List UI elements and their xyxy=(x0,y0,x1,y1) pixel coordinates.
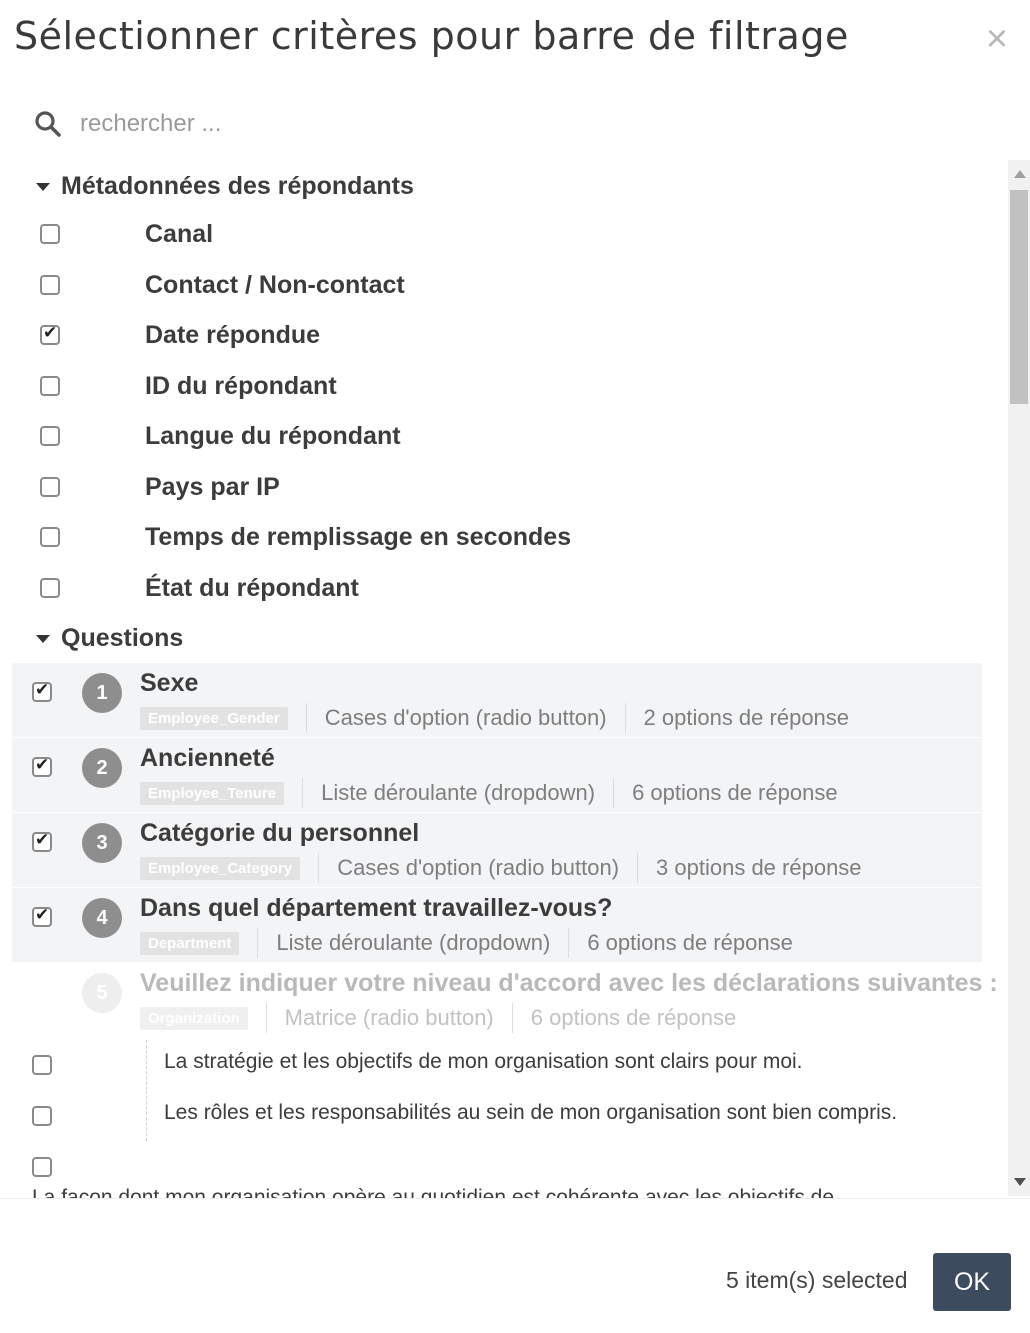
question-type: Cases d'option (radio button) xyxy=(324,705,607,730)
close-icon[interactable]: × xyxy=(985,18,1009,60)
metadata-item-label: État du répondant xyxy=(145,573,359,602)
question-meta xyxy=(140,929,811,957)
question-type: Liste déroulante (dropdown) xyxy=(276,930,551,955)
matrix-sub-item[interactable] xyxy=(30,1040,990,1090)
metadata-item-label: Canal xyxy=(145,219,214,248)
checkbox[interactable] xyxy=(40,477,60,497)
question-title: Ancienneté xyxy=(140,744,275,772)
metadata-item-label: Langue du répondant xyxy=(145,421,401,450)
metadata-item-date[interactable] xyxy=(40,315,940,355)
caret-down-icon[interactable] xyxy=(36,635,50,643)
metadata-item-label: ID du répondant xyxy=(145,371,337,400)
metadata-item-etat[interactable] xyxy=(40,568,940,608)
section-header-questions[interactable] xyxy=(36,624,183,653)
metadata-item-label: Pays par IP xyxy=(145,472,280,501)
question-row-matrix xyxy=(12,963,998,1037)
dialog-footer xyxy=(0,1198,1030,1333)
criteria-list[interactable] xyxy=(0,160,1030,1198)
question-tag: Employee_Category xyxy=(140,857,300,880)
matrix-sub-item-label: Les rôles et les responsabilités au sein de mon organisation sont bien compris. xyxy=(164,1101,898,1124)
question-tag: Employee_Gender xyxy=(140,707,288,730)
divider xyxy=(637,853,638,883)
question-meta xyxy=(140,779,856,807)
metadata-item-temps[interactable] xyxy=(40,517,940,557)
metadata-item-label: Contact / Non-contact xyxy=(145,270,405,299)
question-options-count: 3 options de réponse xyxy=(656,855,862,880)
metadata-item-label: Temps de remplissage en secondes xyxy=(145,522,572,551)
metadata-item-canal[interactable] xyxy=(40,214,940,254)
divider xyxy=(318,853,319,883)
scrollbar-thumb[interactable] xyxy=(1010,190,1028,404)
checkbox[interactable] xyxy=(40,224,60,244)
checkbox[interactable] xyxy=(32,757,52,777)
divider xyxy=(302,778,303,808)
metadata-item-langue[interactable] xyxy=(40,416,940,456)
divider xyxy=(266,1003,267,1033)
question-type: Liste déroulante (dropdown) xyxy=(321,780,596,805)
matrix-sub-item[interactable] xyxy=(30,1142,990,1192)
checkbox[interactable] xyxy=(40,578,60,598)
checkbox[interactable] xyxy=(32,682,52,702)
metadata-item-contact[interactable] xyxy=(40,265,940,305)
checkbox[interactable] xyxy=(40,325,60,345)
question-number-badge: 1 xyxy=(82,673,122,713)
tree-guide-line xyxy=(146,1091,147,1141)
caret-down-icon[interactable] xyxy=(36,183,50,191)
question-number-badge: 5 xyxy=(82,973,122,1013)
question-title: Sexe xyxy=(140,669,199,697)
section-header-metadata[interactable] xyxy=(36,172,414,201)
tree-guide-line xyxy=(146,1040,147,1090)
question-title: Veuillez indiquer votre niveau d'accord avec les déclarations suivantes : xyxy=(140,969,998,997)
matrix-sub-item-label: La stratégie et les objectifs de mon organisation sont clairs pour moi. xyxy=(164,1050,803,1073)
divider xyxy=(512,1003,513,1033)
metadata-item-pays[interactable] xyxy=(40,467,940,507)
search-icon xyxy=(34,110,62,138)
metadata-item-label: Date répondue xyxy=(145,320,321,349)
scroll-up-arrow-icon[interactable] xyxy=(1014,170,1026,178)
question-number-badge: 3 xyxy=(82,823,122,863)
question-meta xyxy=(140,1004,754,1032)
checkbox[interactable] xyxy=(32,907,52,927)
scroll-down-arrow-icon[interactable] xyxy=(1014,1178,1026,1186)
checkbox[interactable] xyxy=(40,426,60,446)
question-options-count: 2 options de réponse xyxy=(643,705,850,730)
question-meta xyxy=(140,704,867,732)
matrix-sub-item[interactable] xyxy=(30,1091,990,1141)
checkbox[interactable] xyxy=(40,527,60,547)
question-meta xyxy=(140,854,880,882)
checkbox[interactable] xyxy=(40,376,60,396)
question-row[interactable] xyxy=(12,663,982,737)
section-label: Questions xyxy=(61,624,184,652)
checkbox[interactable] xyxy=(40,275,60,295)
question-title: Dans quel département travaillez-vous? xyxy=(140,894,613,922)
divider xyxy=(257,928,258,958)
question-options-count: 6 options de réponse xyxy=(632,780,838,805)
question-tag: Organization xyxy=(140,1007,248,1030)
question-tag: Department xyxy=(140,932,239,955)
search-bar xyxy=(34,100,974,148)
question-number-badge: 4 xyxy=(82,898,122,938)
question-title: Catégorie du personnel xyxy=(140,819,420,847)
question-tag: Employee_Tenure xyxy=(140,782,284,805)
search-input[interactable] xyxy=(80,110,880,138)
question-row[interactable] xyxy=(12,888,982,962)
divider xyxy=(625,703,626,733)
checkbox[interactable] xyxy=(32,1157,52,1177)
checkbox[interactable] xyxy=(32,832,52,852)
dialog-title: Sélectionner critères pour barre de filtrage xyxy=(14,14,849,58)
question-number-badge: 2 xyxy=(82,748,122,788)
checkbox[interactable] xyxy=(32,1106,52,1126)
section-label: Métadonnées des répondants xyxy=(61,172,414,200)
divider xyxy=(568,928,569,958)
question-row[interactable] xyxy=(12,738,982,812)
ok-button[interactable]: OK xyxy=(933,1253,1011,1311)
scrollbar[interactable] xyxy=(1008,160,1030,1196)
question-type: Matrice (radio button) xyxy=(284,1005,494,1030)
divider xyxy=(613,778,614,808)
divider xyxy=(306,703,307,733)
checkbox[interactable] xyxy=(32,1055,52,1075)
question-options-count: 6 options de réponse xyxy=(530,1005,737,1030)
question-options-count: 6 options de réponse xyxy=(587,930,793,955)
selected-count: 5 item(s) selected xyxy=(726,1267,908,1293)
question-row[interactable] xyxy=(12,813,982,887)
metadata-item-id[interactable] xyxy=(40,366,940,406)
question-type: Cases d'option (radio button) xyxy=(337,855,620,880)
